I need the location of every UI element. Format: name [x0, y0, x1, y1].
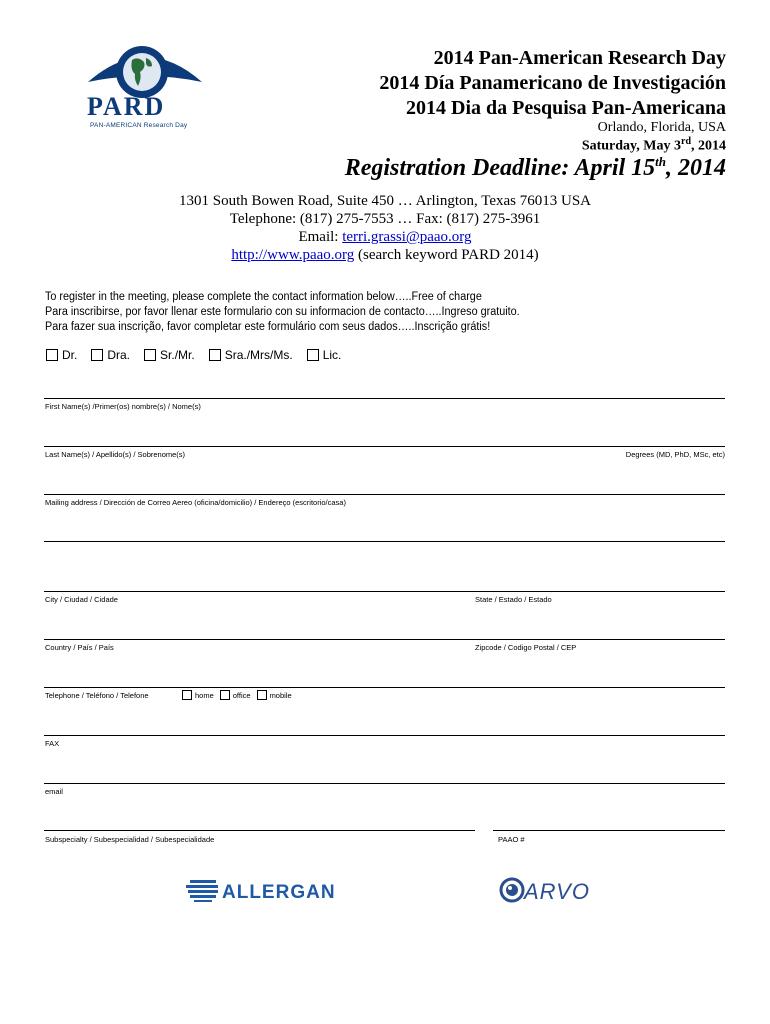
- title-portuguese: 2014 Dia da Pesquisa Pan-Americana: [406, 97, 726, 119]
- mailing-address-line-2[interactable]: [44, 541, 725, 542]
- checkbox[interactable]: [257, 690, 267, 700]
- paao-number-field[interactable]: [493, 830, 725, 831]
- fax-field[interactable]: [44, 735, 725, 736]
- website-link[interactable]: http://www.paao.org: [231, 247, 355, 263]
- checkbox[interactable]: [91, 349, 103, 361]
- state-label: State / Estado / Estado: [475, 595, 552, 604]
- country-zip-field[interactable]: [44, 639, 725, 640]
- mailing-address-label: Mailing address / Dirección de Correo Aereo (oficina/domicilio) / Endereço (escritorio/casa): [45, 498, 346, 507]
- city-state-field[interactable]: [44, 591, 725, 592]
- arvo-logo: [498, 872, 590, 908]
- first-name-label: First Name(s) /Primer(os) nombre(s) / Nome(s): [45, 402, 201, 411]
- salutation-options: [46, 348, 355, 362]
- salutation-mr[interactable]: Sr./Mr.: [144, 348, 195, 362]
- checkbox[interactable]: [182, 690, 192, 700]
- subspecialty-label: Subspecialty / Subespecialidad / Subespecialidade: [45, 835, 215, 844]
- telephone-label: Telephone / Teléfono / Telefone: [45, 691, 149, 700]
- zipcode-label: Zipcode / Codigo Postal / CEP: [475, 643, 577, 652]
- title-spanish: 2014 Día Panamericano de Investigación: [379, 72, 726, 94]
- mailing-address-field[interactable]: [44, 494, 725, 495]
- website-line: http://www.paao.org (search keyword PARD 2014): [231, 247, 539, 263]
- allergan-logo: [186, 876, 336, 904]
- page-title: [379, 46, 726, 121]
- checkbox[interactable]: [220, 690, 230, 700]
- subspecialty-field[interactable]: [44, 830, 475, 831]
- last-name-label: Last Name(s) / Apellido(s) / Sobrenome(s): [45, 450, 186, 459]
- phone-type-mobile[interactable]: mobile: [257, 690, 292, 700]
- event-date: Saturday, May 3rd, 2014: [581, 136, 726, 154]
- instruction-portuguese: Para fazer sua inscrição, favor completar este formulário com seus dados…..Inscrição grátis!: [45, 321, 491, 333]
- fax-label: FAX: [45, 739, 60, 748]
- last-name-field[interactable]: [44, 446, 725, 447]
- registration-deadline: Registration Deadline: April 15th, 2014: [344, 154, 726, 181]
- checkbox[interactable]: [144, 349, 156, 361]
- paao-number-label: PAAO #: [498, 835, 525, 844]
- instructions: [45, 290, 520, 335]
- salutation-dra[interactable]: Dra.: [91, 348, 130, 362]
- first-name-field[interactable]: [44, 398, 725, 399]
- checkbox[interactable]: [307, 349, 319, 361]
- salutation-dr[interactable]: Dr.: [46, 348, 77, 362]
- email-link[interactable]: terri.grassi@paao.org: [342, 229, 472, 245]
- instruction-spanish: Para inscribirse, por favor llenar este formulario con su informacion de contacto…..Ingreso gratuito.: [45, 306, 520, 318]
- phone-type-options: [182, 690, 298, 700]
- checkbox[interactable]: [46, 349, 58, 361]
- salutation-mrs[interactable]: Sra./Mrs/Ms.: [209, 348, 293, 362]
- pard-logo-text: PARD: [87, 92, 166, 121]
- phone-fax: Telephone: (817) 275-7553 … Fax: (817) 275-3961: [229, 211, 541, 227]
- pard-logo-subtitle: PAN-AMERICAN Research Day: [90, 122, 188, 129]
- mailing-address: 1301 South Bowen Road, Suite 450 … Arlington, Texas 76013 USA: [178, 193, 591, 209]
- email-line: Email: terri.grassi@paao.org: [298, 229, 472, 245]
- email-label: email: [45, 787, 63, 796]
- arvo-wordmark: ARVO: [524, 879, 590, 904]
- telephone-field[interactable]: [44, 687, 725, 688]
- salutation-lic[interactable]: Lic.: [307, 348, 342, 362]
- phone-type-home[interactable]: home: [182, 690, 214, 700]
- city-label: City / Ciudad / Cidade: [45, 595, 118, 604]
- country-label: Country / País / País: [45, 643, 114, 652]
- email-field[interactable]: [44, 783, 725, 784]
- contact-block: [0, 192, 770, 264]
- checkbox[interactable]: [209, 349, 221, 361]
- allergan-wordmark: ALLERGAN: [222, 882, 336, 903]
- phone-type-office[interactable]: office: [220, 690, 251, 700]
- title-english: 2014 Pan-American Research Day: [433, 47, 726, 69]
- instruction-english: To register in the meeting, please complete the contact information below…..Free of charge: [45, 291, 482, 303]
- event-location: Orlando, Florida, USA: [597, 120, 726, 135]
- degrees-label: Degrees (MD, PhD, MSc, etc): [625, 450, 725, 459]
